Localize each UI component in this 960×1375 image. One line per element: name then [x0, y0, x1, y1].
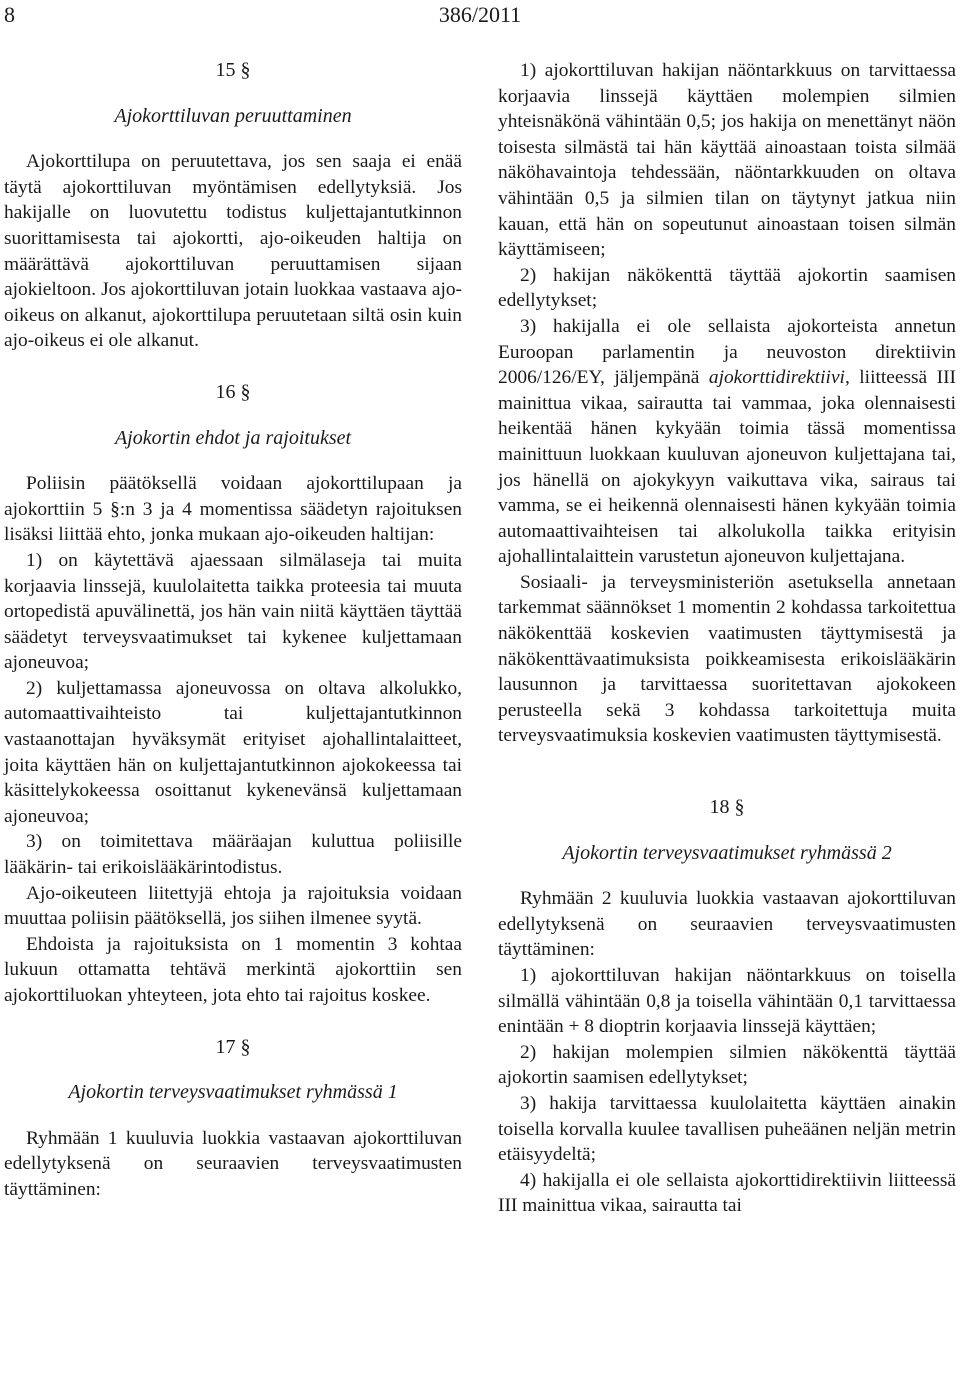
section-15-title: Ajokorttiluvan peruuttaminen — [114, 104, 352, 127]
section-17-paragraph: Ryhmään 1 kuuluvia luokkia vastaavan ajokorttiluvan edellytyksenä on seuraavien terveysvaatimusten täyttäminen: — [4, 1127, 462, 1200]
section-15-number: 15 § — [215, 59, 251, 81]
section-16-item-3: 3) on toimitettava määräajan kuluttua poliisille lääkärin- tai erikoislääkärintodistus. — [4, 831, 462, 879]
page-number: 8 — [4, 2, 15, 27]
section-17-item-3 — [498, 314, 956, 570]
section-18-item-2: 2) hakijan molempien silmien näkökenttä täyttää ajokortin saamisen edellytykset; — [498, 1041, 956, 1089]
section-15-paragraph: Ajokorttilupa on peruutettava, jos sen saaja ei enää täytä ajokorttiluvan myöntämisen edellytyksiä. Jos hakijalle on luovutettu todistus kuljettajantutkinnon suorittamisesta tai ajokortti, ajo-oikeuden haltija on määrättävä ajokorttiluvan peruuttamisen sijaan ajokieltoon. Jos ajokorttiluvan jotain luokkaa vastaava ajo-oikeus on alkanut, ajokorttilupa peruutetaan siltä osin kuin ajo-oikeus ei ole alkanut. — [4, 151, 462, 352]
section-18-item-4: 4) hakijalla ei ole sellaista ajokorttidirektiivin liitteessä III mainittua vikaa, sairautta tai — [498, 1169, 956, 1217]
directive-term: ajokorttidirektiivi — [708, 367, 845, 389]
section-18-number: 18 § — [709, 796, 745, 819]
section-18-item-3: 3) hakija tarvittaessa kuulolaitetta käyttäen ainakin toisella korvalla kuulee tavallisen puheäänen neljän metrin etäisyydeltä; — [498, 1092, 956, 1166]
section-18-paragraph: Ryhmään 2 kuuluvia luokkia vastaavan ajokorttiluvan edellytyksenä on seuraavien terveysvaatimusten täyttäminen: — [498, 888, 956, 961]
left-column — [4, 58, 462, 1203]
section-17-item-1: 1) ajokorttiluvan hakijan näöntarkkuus on tarvittaessa korjaavia linssejä käyttäen molempien silmien yhteisnäkönä vähintään 0,5; jos hakija on menettänyt näön toisesta silmästä tai hän käyttää ainoastaan toista silmää näköhavaintoja tehdessään, näöntarkkuuden on oltava vähintään 0,5 ja silmien tilan on täytynyt jatkua niin kauan, että hän on sopeutunut ainoastaan toisen silmän käyttämiseen; — [498, 60, 956, 261]
section-17-item-3-part-b: , liitteessä III mainittua vikaa, sairautta tai vammaa, joka olennaisesti heikentää hänen kykyään toimia tässä momentissa mainittuun luokkaan kuuluvan ajoneuvon kuljettajana tai, jos hänellä on ajokykyyn vaikuttava vika, sairaus tai vamma, se ei heikennä olennaisesti hänen kykyään toimia automaattivaihteisen tai alkolukolla taikka erityisin ajohallintalaittein varustetun ajoneuvon kuljettajana. — [498, 367, 956, 568]
section-17-item-3-part-a: 3) hakijalla ei ole sellaista ajokorteista annetun Euroopan parlamentin ja neuvoston direktiivin 2006/126/EY, jäljempänä — [498, 315, 956, 389]
section-16-paragraph-3: Ehdoista ja rajoituksista on 1 momentin 3 kohtaa lukuun ottamatta tehtävä merkintä ajokorttiin sen ajokorttiluokan yhteyteen, jota ehto tai rajoitus koskee. — [4, 933, 462, 1006]
section-17-number: 17 § — [215, 1035, 251, 1058]
section-16-item-2: 2) kuljettamassa ajoneuvossa on oltava alkolukko, automaattivaihteisto tai kuljettajantutkinnon vastaanottajan hyväksymät erityiset ajohallintalaitteet, joita käyttäen hän on kuljettajantutkinnon ajokokeessa tai käsittelykokeessa osoittanut kykenevänsä kuljettamaan ajoneuvoa; — [4, 677, 462, 827]
section-16-paragraph: Poliisin päätöksellä voidaan ajokorttilupaan ja ajokorttiin 5 §:n 3 ja 4 momentissa säädetyn rajoituksen lisäksi liittää ehto, jonka mukaan ajo-oikeuden haltijan: — [4, 473, 462, 546]
section-16-number: 16 § — [215, 380, 251, 403]
section-16-item-1: 1) on käytettävä ajaessaan silmälaseja tai muita korjaavia linssejä, kuulolaitetta taikka proteesia tai muuta ortopedistä apuvälinettä, jos hän vain niitä käyttäen täyttää säädetyt terveysvaatimukset tai kykenee kuljettamaan ajoneuvoa; — [4, 549, 462, 674]
section-17-item-2: 2) hakijan näkökenttä täyttää ajokortin saamisen edellytykset; — [498, 264, 956, 312]
right-column — [498, 58, 956, 1219]
section-17-title: Ajokortin terveysvaatimukset ryhmässä 1 — [68, 1081, 398, 1104]
page-header — [0, 0, 960, 30]
section-18-title: Ajokortin terveysvaatimukset ryhmässä 2 — [562, 841, 892, 864]
section-16-paragraph-2: Ajo-oikeuteen liitettyjä ehtoja ja rajoituksia voidaan muuttaa poliisin päätöksellä, jos siihen ilmenee syytä. — [4, 882, 462, 930]
section-17-paragraph-2: Sosiaali- ja terveysministeriön asetuksella annetaan tarkemmat säännökset 1 momentin 2 kohdassa tarkoitettua näkökenttää koskevien vaatimusten täyttymisestä ja näkökenttävaatimuksista poikkeamisesta erikoislääkärin lausunnon ja tarvittaessa suoritettavan ajokokeen perusteella sekä 3 kohdassa tarkoitettuja muita terveysvaatimuksia koskevien vaatimusten täyttymisestä. — [498, 571, 956, 747]
document-number: 386/2011 — [438, 2, 522, 27]
section-16-title: Ajokortin ehdot ja rajoitukset — [114, 426, 352, 449]
section-18-item-1: 1) ajokorttiluvan hakijan näöntarkkuus on toisella silmällä vähintään 0,8 ja toisella vähintään 0,1 tarvittaessa enintään + 8 dioptrin korjaavia linssejä käyttäen; — [498, 965, 956, 1038]
